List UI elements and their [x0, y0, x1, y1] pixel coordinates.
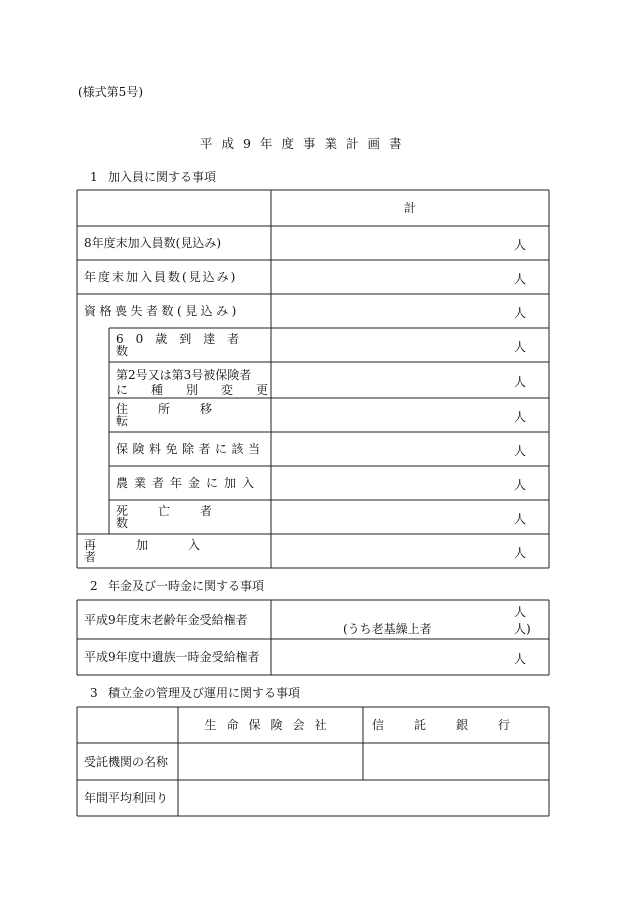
row-year-end-members-label: 年度末加入員数(見込み): [84, 270, 238, 284]
row-premium-exempt-unit: 人: [514, 444, 527, 458]
row-address-moved-label: 住所移転: [116, 402, 243, 428]
section2-heading-text: 年金及び一時金に関する事項: [108, 579, 265, 593]
row-survivor-lump-sum-unit: 人: [514, 652, 527, 666]
row-lost-eligibility-unit: 人: [514, 306, 527, 320]
row-rejoined-label: 再加入者: [84, 538, 241, 564]
section3-heading: [90, 684, 300, 701]
form-number: (様式第5号): [78, 85, 143, 99]
row-premium-exempt-label: 保険料免除者に該当: [116, 442, 265, 456]
row-old-age-pension-sub-unit: 人): [514, 622, 531, 636]
row-deaths-label: 死亡者数: [116, 504, 243, 530]
row-reached-60-label: 60歳到達者数: [116, 332, 252, 358]
row-farmer-pension-unit: 人: [514, 478, 527, 492]
row-farmer-pension-label: 農業者年金に加入: [116, 476, 261, 490]
row-type-change-label-line1: 第2号又は第3号被保険者: [116, 368, 252, 382]
section2-number: 2: [90, 579, 98, 593]
row-year-end-members-unit: 人: [514, 272, 527, 286]
row-rejoined-unit: 人: [514, 546, 527, 560]
row-old-age-pension-label: 平成9年度末老齢年金受給権者: [84, 612, 248, 627]
row-address-moved-unit: 人: [514, 410, 527, 424]
row-trustee-name-label: 受託機関の名称: [84, 754, 169, 769]
document-title: 平成9年度事業計画書: [200, 136, 411, 151]
row-survivor-lump-sum-label: 平成9年度中遺族一時金受給権者: [84, 650, 260, 664]
total-column-header: 計: [403, 201, 416, 215]
row-old-age-pension-unit: 人: [514, 605, 527, 619]
section1-number: 1: [90, 170, 98, 184]
row-lost-eligibility-label: 資格喪失者数(見込み): [84, 304, 240, 318]
row-type-change-unit: 人: [514, 375, 527, 389]
section1-heading: [90, 168, 216, 185]
row-reached-60-unit: 人: [514, 340, 527, 354]
row-annual-yield-label: 年間平均利回り: [84, 791, 169, 805]
row-type-change-label-line2: に種別変更: [116, 383, 292, 397]
section1-heading-text: 加入員に関する事項: [108, 170, 217, 184]
row-prev-year-members-label: 8年度末加入員数(見込み): [84, 236, 221, 250]
section3-number: 3: [90, 686, 98, 700]
col-header-trust-bank: 信託銀行: [371, 718, 540, 732]
row-deaths-unit: 人: [514, 512, 527, 526]
col-header-life-insurance: 生命保険会社: [204, 718, 337, 732]
row-prev-year-members-unit: 人: [514, 238, 527, 252]
row-old-age-pension-sub-note: (うち老基繰上者: [343, 622, 432, 636]
section2-heading: [90, 577, 264, 594]
section3-heading-text: 積立金の管理及び運用に関する事項: [108, 686, 301, 700]
